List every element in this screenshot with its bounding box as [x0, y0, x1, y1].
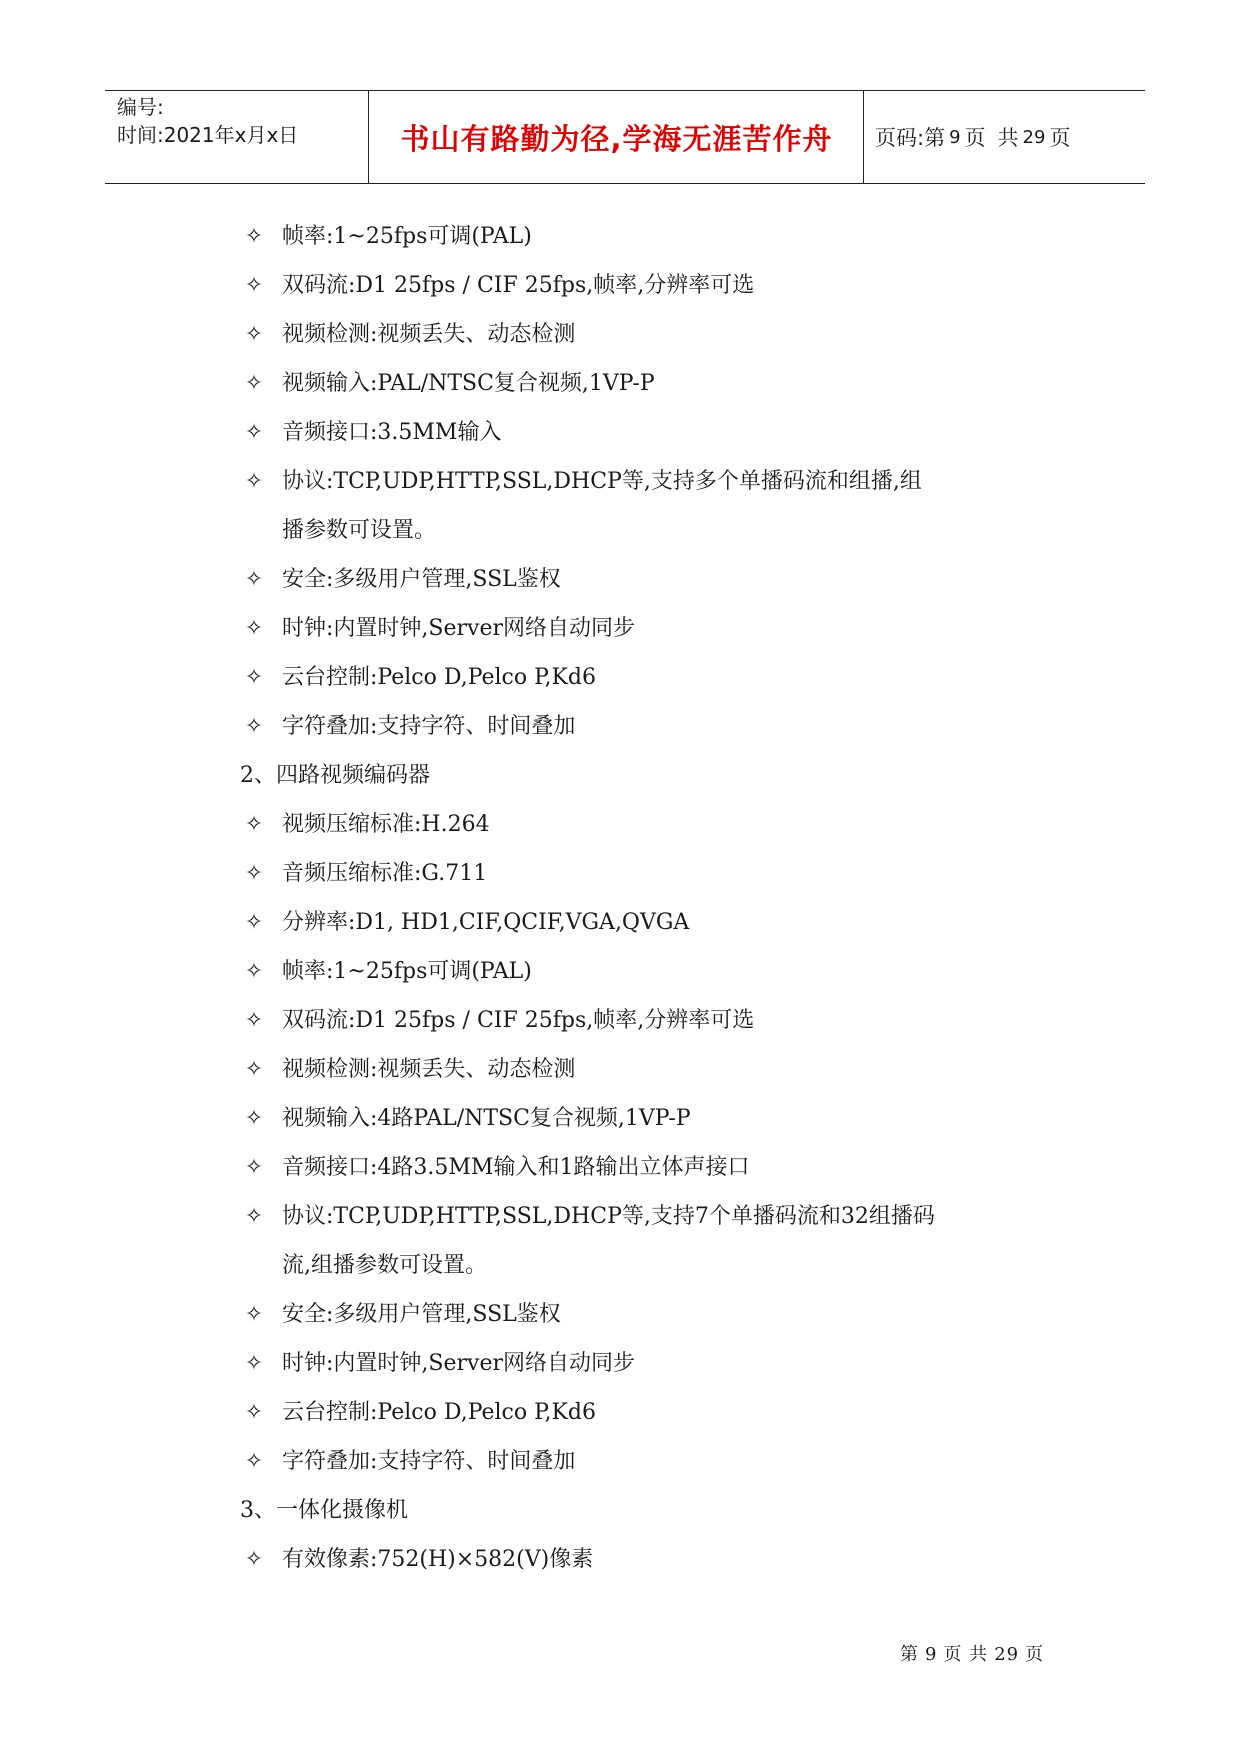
time-label: 时间:2021年x月x日 — [117, 123, 299, 147]
header-page-info — [875, 91, 1135, 183]
list-item — [240, 947, 1080, 996]
list-item — [240, 1339, 1080, 1388]
line-text: 双码流:D1 25fps / CIF 25fps,帧率,分辨率可选 — [282, 1008, 755, 1033]
bullet-star-icon: ✧ — [244, 1547, 264, 1572]
page-mid: 页 — [964, 126, 986, 150]
number-label: 编号: — [117, 95, 164, 119]
section-heading — [240, 1486, 1080, 1535]
bullet-star-icon: ✧ — [244, 1008, 264, 1033]
line-text: 字符叠加:支持字符、时间叠加 — [282, 714, 576, 739]
header-meta — [117, 91, 367, 183]
line-text: 时钟:内置时钟,Server网络自动同步 — [282, 616, 635, 641]
line-text: 帧率:1~25fps可调(PAL) — [282, 959, 532, 984]
line-text: 字符叠加:支持字符、时间叠加 — [282, 1449, 576, 1474]
list-item — [240, 849, 1080, 898]
bullet-star-icon: ✧ — [244, 420, 264, 445]
page-footer — [900, 1640, 1044, 1666]
footer-suffix: 页 — [1025, 1644, 1045, 1665]
total-prefix: 共 — [997, 126, 1019, 150]
list-item — [240, 1388, 1080, 1437]
list-item — [240, 653, 1080, 702]
list-item — [240, 359, 1080, 408]
list-item — [240, 1143, 1080, 1192]
bullet-star-icon: ✧ — [244, 1351, 264, 1376]
footer-mid: 页 共 — [943, 1644, 989, 1665]
page-number: 9 — [949, 126, 961, 148]
line-text: 视频检测:视频丢失、动态检测 — [282, 322, 576, 347]
list-item — [240, 898, 1080, 947]
line-text: 2、四路视频编码器 — [240, 763, 430, 788]
list-item — [240, 1535, 1080, 1584]
bullet-star-icon: ✧ — [244, 322, 264, 347]
page-header — [105, 90, 1145, 184]
list-item — [240, 1045, 1080, 1094]
bullet-star-icon: ✧ — [244, 959, 264, 984]
list-item — [240, 702, 1080, 751]
list-item — [240, 1290, 1080, 1339]
line-text: 音频压缩标准:G.711 — [282, 861, 488, 886]
total-suffix: 页 — [1049, 126, 1071, 150]
bullet-star-icon: ✧ — [244, 469, 264, 494]
bullet-star-icon: ✧ — [244, 224, 264, 249]
bullet-star-icon: ✧ — [244, 910, 264, 935]
list-item — [240, 212, 1080, 261]
page-prefix: 页码:第 — [875, 126, 946, 150]
line-text: 3、一体化摄像机 — [240, 1498, 408, 1523]
total-pages: 29 — [1022, 126, 1046, 148]
list-item — [240, 555, 1080, 604]
bullet-star-icon: ✧ — [244, 1106, 264, 1131]
bullet-star-icon: ✧ — [244, 665, 264, 690]
line-text: 音频接口:4路3.5MM输入和1路输出立体声接口 — [282, 1155, 750, 1180]
line-text: 帧率:1~25fps可调(PAL) — [282, 224, 532, 249]
list-item — [240, 457, 1080, 506]
bullet-star-icon: ✧ — [244, 1449, 264, 1474]
list-item-continuation — [240, 1241, 1080, 1290]
line-text: 时钟:内置时钟,Server网络自动同步 — [282, 1351, 635, 1376]
line-text: 云台控制:Pelco D,Pelco P,Kd6 — [282, 665, 596, 690]
list-item — [240, 800, 1080, 849]
header-motto: 书山有路勤为径,学海无涯苦作舟 — [400, 121, 833, 156]
line-text: 协议:TCP,UDP,HTTP,SSL,DHCP等,支持多个单播码流和组播,组 — [282, 469, 922, 494]
list-item — [240, 1437, 1080, 1486]
section-heading — [240, 751, 1080, 800]
list-item — [240, 604, 1080, 653]
line-text: 安全:多级用户管理,SSL鉴权 — [282, 1302, 561, 1327]
list-item — [240, 996, 1080, 1045]
bullet-star-icon: ✧ — [244, 616, 264, 641]
line-text: 有效像素:752(H)×582(V)像素 — [282, 1547, 594, 1572]
header-divider — [863, 91, 864, 183]
list-item — [240, 408, 1080, 457]
footer-total-pages: 29 — [994, 1644, 1020, 1665]
line-text: 播参数可设置。 — [282, 518, 437, 543]
list-item — [240, 1094, 1080, 1143]
bullet-star-icon: ✧ — [244, 567, 264, 592]
bullet-star-icon: ✧ — [244, 812, 264, 837]
line-text: 分辨率:D1, HD1,CIF,QCIF,VGA,QVGA — [282, 910, 690, 935]
line-text: 视频输入:4路PAL/NTSC复合视频,1VP-P — [282, 1106, 691, 1131]
line-text: 安全:多级用户管理,SSL鉴权 — [282, 567, 561, 592]
bullet-star-icon: ✧ — [244, 273, 264, 298]
header-divider — [368, 91, 369, 183]
line-text: 视频检测:视频丢失、动态检测 — [282, 1057, 576, 1082]
line-text: 视频输入:PAL/NTSC复合视频,1VP-P — [282, 371, 655, 396]
line-text: 视频压缩标准:H.264 — [282, 812, 490, 837]
bullet-star-icon: ✧ — [244, 1302, 264, 1327]
bullet-star-icon: ✧ — [244, 371, 264, 396]
line-text: 协议:TCP,UDP,HTTP,SSL,DHCP等,支持7个单播码流和32组播码 — [282, 1204, 935, 1229]
bullet-star-icon: ✧ — [244, 1155, 264, 1180]
bullet-star-icon: ✧ — [244, 1057, 264, 1082]
line-text: 流,组播参数可设置。 — [282, 1253, 487, 1278]
line-text: 音频接口:3.5MM输入 — [282, 420, 502, 445]
bullet-star-icon: ✧ — [244, 1400, 264, 1425]
list-item — [240, 1192, 1080, 1241]
list-item — [240, 310, 1080, 359]
bullet-star-icon: ✧ — [244, 861, 264, 886]
footer-page-number: 9 — [925, 1644, 938, 1665]
document-body — [240, 212, 1080, 1584]
list-item-continuation — [240, 506, 1080, 555]
line-text: 云台控制:Pelco D,Pelco P,Kd6 — [282, 1400, 596, 1425]
list-item — [240, 261, 1080, 310]
bullet-star-icon: ✧ — [244, 714, 264, 739]
bullet-star-icon: ✧ — [244, 1204, 264, 1229]
footer-prefix: 第 — [900, 1644, 919, 1665]
line-text: 双码流:D1 25fps / CIF 25fps,帧率,分辨率可选 — [282, 273, 755, 298]
